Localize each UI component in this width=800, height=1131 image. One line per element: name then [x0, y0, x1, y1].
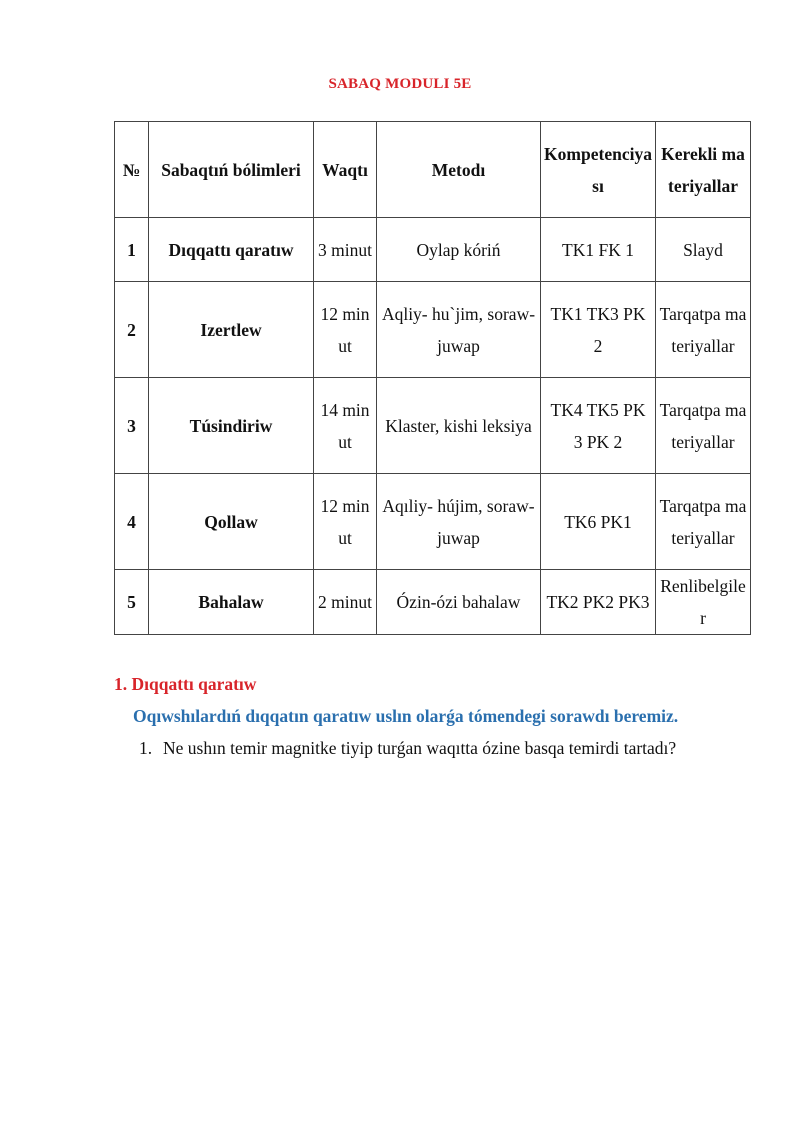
row-competence: TK1 FK 1 — [541, 218, 656, 282]
row-method: Oylap kóriń — [377, 218, 541, 282]
table-header-row — [115, 122, 751, 218]
row-method: Aqliy- hu`jim, soraw- juwap — [377, 282, 541, 378]
header-number: № — [115, 122, 149, 218]
table-row — [115, 474, 751, 570]
row-number: 3 — [115, 378, 149, 474]
row-method: Klaster, kishi leksiya — [377, 378, 541, 474]
lesson-plan-table — [114, 121, 751, 635]
table-row — [115, 570, 751, 635]
header-time: Waqtı — [314, 122, 377, 218]
row-time: 14 minut — [314, 378, 377, 474]
row-competence: TK4 TK5 PK 3 PK 2 — [541, 378, 656, 474]
row-materials: Slayd — [656, 218, 751, 282]
row-materials: Tarqatpa materiyallar — [656, 282, 751, 378]
row-time: 12 minut — [314, 282, 377, 378]
row-number: 5 — [115, 570, 149, 635]
question-text: Ne ushın temir magnitke tiyip turǵan waqıtta ózine basqa temirdi tartadı? — [163, 738, 677, 758]
row-method: Ózin-ózi bahalaw — [377, 570, 541, 635]
row-competence: TK6 PK1 — [541, 474, 656, 570]
row-competence: TK1 TK3 PK 2 — [541, 282, 656, 378]
row-number: 1 — [115, 218, 149, 282]
row-time: 2 minut — [314, 570, 377, 635]
table-row — [115, 218, 751, 282]
row-time: 12 minut — [314, 474, 377, 570]
table-row — [115, 378, 751, 474]
header-materials: Kerekli materiyallar — [656, 122, 751, 218]
row-section: Dıqqattı qaratıw — [149, 218, 314, 282]
row-number: 4 — [115, 474, 149, 570]
row-materials: Tarqatpa materiyallar — [656, 378, 751, 474]
row-materials: Tarqatpa materiyallar — [656, 474, 751, 570]
row-time: 3 minut — [314, 218, 377, 282]
row-section: Túsindiriw — [149, 378, 314, 474]
header-method: Metodı — [377, 122, 541, 218]
section-subheading: Oqıwshılardıń dıqqatın qaratıw uslın olarǵa tómendegi sorawdı beremiz. — [133, 706, 679, 726]
question-item — [139, 738, 676, 759]
row-section: Qollaw — [149, 474, 314, 570]
header-competence: Kompetenciyası — [541, 122, 656, 218]
row-section: Bahalaw — [149, 570, 314, 635]
question-number: 1. — [139, 738, 153, 758]
row-method: Aqıliy- hújim, soraw- juwap — [377, 474, 541, 570]
header-section: Sabaqtıń bólimleri — [149, 122, 314, 218]
row-number: 2 — [115, 282, 149, 378]
row-competence: TK2 PK2 PK3 — [541, 570, 656, 635]
row-materials: Renlibelgiler — [656, 570, 751, 635]
section-heading: 1. Dıqqattı qaratıw — [114, 674, 257, 694]
row-section: Izertlew — [149, 282, 314, 378]
page-title: SABAQ MODULI 5E — [328, 76, 472, 92]
table-row — [115, 282, 751, 378]
